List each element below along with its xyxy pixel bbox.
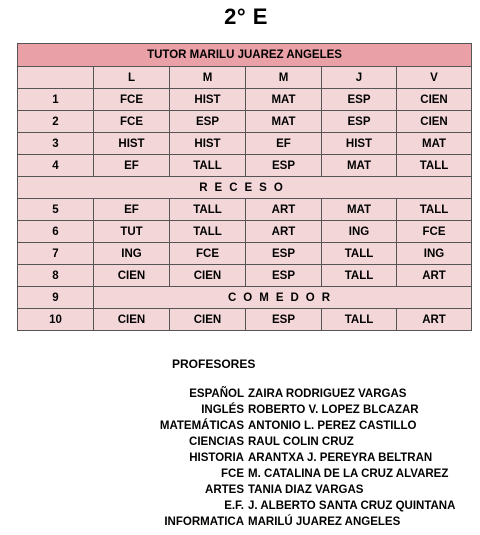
teacher-subject: MATEMÁTICAS — [159, 420, 244, 432]
class-cell: ART — [397, 309, 472, 331]
class-cell: CIEN — [94, 309, 170, 331]
tutor-row — [18, 44, 472, 67]
hour-number: 7 — [18, 243, 94, 265]
class-cell: ESP — [170, 111, 246, 133]
hour-number: 5 — [18, 199, 94, 221]
class-cell: EF — [246, 133, 322, 155]
teacher-name: ANTONIO L. PEREZ CASTILLO — [248, 420, 417, 432]
class-cell: TALL — [170, 221, 246, 243]
teacher-subject: ESPAÑOL — [189, 388, 244, 400]
class-cell: MAT — [246, 111, 322, 133]
teacher-subject: INFORMATICA — [164, 516, 244, 528]
teacher-subject: E.F. — [224, 500, 244, 512]
teacher-name: ARANTXA J. PEREYRA BELTRAN — [248, 452, 433, 464]
recess-label: RECESO — [18, 177, 472, 199]
class-cell: FCE — [170, 243, 246, 265]
teacher-name: RAUL COLIN CRUZ — [248, 436, 354, 448]
teacher-subject: HISTORIA — [189, 452, 244, 464]
teacher-name: M. CATALINA DE LA CRUZ ALVAREZ — [248, 468, 449, 480]
class-cell: MAT — [246, 89, 322, 111]
teacher-subject: INGLÉS — [201, 404, 244, 416]
list-item — [60, 482, 455, 498]
class-cell: ESP — [246, 155, 322, 177]
hour-number: 8 — [18, 265, 94, 287]
list-item — [60, 498, 455, 514]
class-cell: TALL — [322, 309, 397, 331]
teacher-name: MARILÚ JUAREZ ANGELES — [248, 516, 401, 528]
lunch-label: COMEDOR — [94, 287, 472, 309]
table-row — [18, 199, 472, 221]
tutor-label: TUTOR MARILU JUAREZ ANGELES — [18, 44, 472, 67]
class-cell: TALL — [170, 199, 246, 221]
teacher-name: ZAIRA RODRIGUEZ VARGAS — [248, 388, 407, 400]
day-header: J — [322, 67, 397, 89]
lunch-row — [18, 287, 472, 309]
day-header: V — [397, 67, 472, 89]
class-cell: ART — [397, 265, 472, 287]
list-item — [60, 386, 455, 402]
class-cell: CIEN — [170, 265, 246, 287]
class-cell: MAT — [397, 133, 472, 155]
class-cell: ART — [246, 221, 322, 243]
class-cell: HIST — [170, 133, 246, 155]
teacher-subject: CIENCIAS — [189, 436, 244, 448]
teacher-name: J. ALBERTO SANTA CRUZ QUINTANA — [248, 500, 456, 512]
class-cell: ESP — [246, 309, 322, 331]
list-item — [60, 466, 455, 482]
class-cell: ESP — [322, 89, 397, 111]
class-cell: HIST — [322, 133, 397, 155]
schedule-table — [17, 43, 472, 331]
class-cell: FCE — [397, 221, 472, 243]
class-cell: TALL — [322, 243, 397, 265]
class-cell: TALL — [397, 199, 472, 221]
recess-row — [18, 177, 472, 199]
table-row — [18, 309, 472, 331]
teacher-name: TANIA DIAZ VARGAS — [248, 484, 364, 496]
class-cell: CIEN — [397, 111, 472, 133]
table-row — [18, 155, 472, 177]
class-cell: EF — [94, 199, 170, 221]
class-cell: EF — [94, 155, 170, 177]
class-cell: TALL — [397, 155, 472, 177]
class-cell: ING — [322, 221, 397, 243]
class-cell: TALL — [170, 155, 246, 177]
hour-number: 10 — [18, 309, 94, 331]
class-cell: TUT — [94, 221, 170, 243]
days-header-row — [18, 67, 472, 89]
class-cell: CIEN — [170, 309, 246, 331]
table-row — [18, 243, 472, 265]
list-item — [60, 402, 455, 418]
class-cell: ING — [94, 243, 170, 265]
hour-number: 6 — [18, 221, 94, 243]
table-row — [18, 265, 472, 287]
table-row — [18, 133, 472, 155]
table-row — [18, 221, 472, 243]
hour-number: 9 — [18, 287, 94, 309]
class-cell: CIEN — [94, 265, 170, 287]
corner-cell — [18, 67, 94, 89]
teacher-name: ROBERTO V. LOPEZ BLCAZAR — [248, 404, 419, 416]
class-cell: FCE — [94, 89, 170, 111]
class-cell: TALL — [322, 265, 397, 287]
class-cell: ART — [246, 199, 322, 221]
teachers-heading: PROFESORES — [172, 357, 256, 371]
class-cell: ESP — [322, 111, 397, 133]
list-item — [60, 418, 455, 434]
teacher-subject: FCE — [221, 468, 244, 480]
hour-number: 3 — [18, 133, 94, 155]
list-item — [60, 434, 455, 450]
class-cell: MAT — [322, 199, 397, 221]
class-cell: ING — [397, 243, 472, 265]
day-header: M — [246, 67, 322, 89]
hour-number: 4 — [18, 155, 94, 177]
day-header: L — [94, 67, 170, 89]
class-cell: HIST — [170, 89, 246, 111]
page-title: 2° E — [224, 4, 268, 29]
class-cell: FCE — [94, 111, 170, 133]
list-item — [60, 514, 455, 530]
day-header: M — [170, 67, 246, 89]
class-cell: CIEN — [397, 89, 472, 111]
hour-number: 2 — [18, 111, 94, 133]
class-cell: ESP — [246, 265, 322, 287]
hour-number: 1 — [18, 89, 94, 111]
table-row — [18, 89, 472, 111]
class-cell: HIST — [94, 133, 170, 155]
teachers-list — [60, 386, 455, 530]
class-cell: ESP — [246, 243, 322, 265]
list-item — [60, 450, 455, 466]
table-row — [18, 111, 472, 133]
class-cell: MAT — [322, 155, 397, 177]
teacher-subject: ARTES — [205, 484, 244, 496]
